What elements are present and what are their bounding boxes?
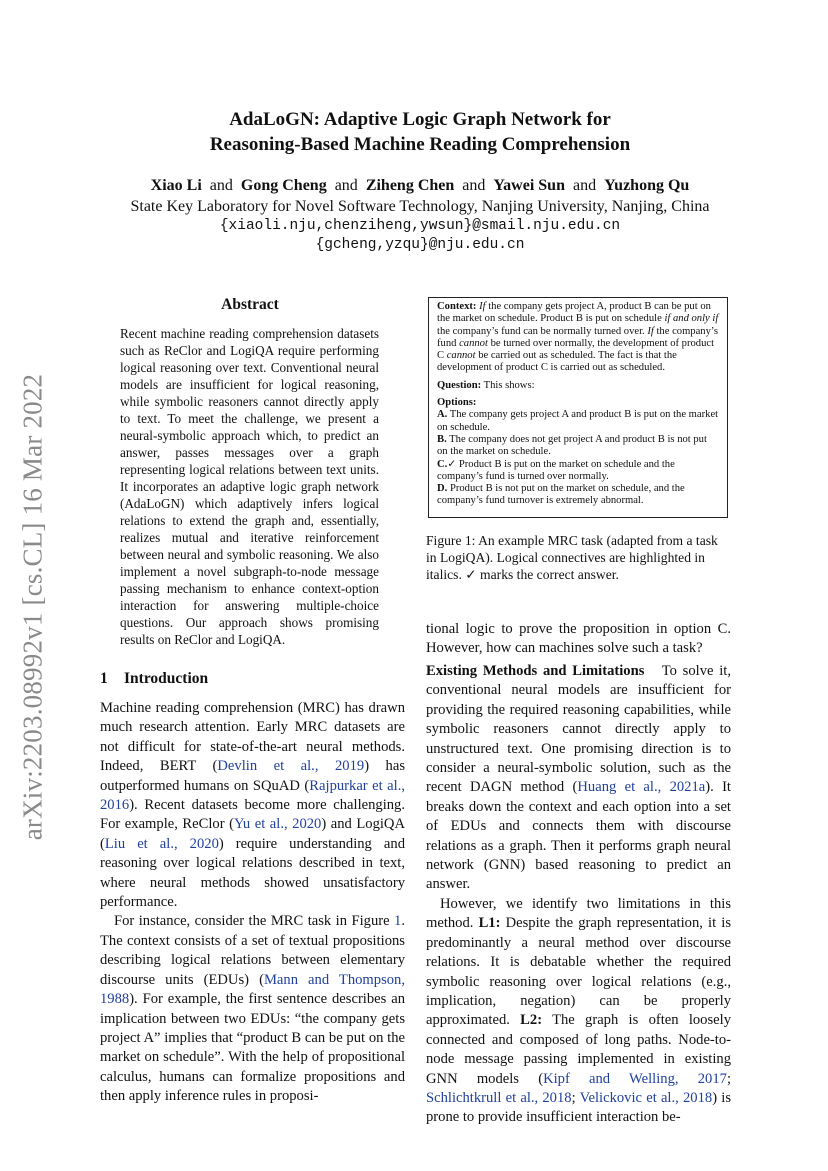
- citation-link[interactable]: Velickovic et al., 2018: [579, 1089, 713, 1106]
- citation-link[interactable]: Devlin et al., 2019: [217, 758, 365, 775]
- option-text: Product B is put on the market on schedule and the company’s fund is turned over normally.: [437, 458, 675, 482]
- logical-connective: cannot: [459, 337, 488, 349]
- affiliation: State Key Laboratory for Novel Software Technology, Nanjing University, Nanjing, China: [130, 198, 710, 215]
- text-run: To solve it, conventional neural models are insufficient for providing the required reasoning capabilities, while symbolic reasoners cannot directly apply to unstructured text. One promising direction is to consider a neural-symbolic solution, such as the recent DAGN method (: [426, 663, 731, 796]
- options-label-text: Options:: [437, 397, 477, 409]
- context-label: Context:: [437, 301, 477, 312]
- author-name: Yawei Sun: [493, 177, 565, 194]
- limitation-label: L2:: [520, 1012, 543, 1029]
- text-run: The graph is often loosely connected and composed of long paths. Node-to-node message passing implemented in existing GNN models (: [426, 1012, 731, 1087]
- arxiv-sidebar-stamp: [8, 352, 58, 862]
- email-line-2: {gcheng,yzqu}@nju.edu.cn: [315, 237, 525, 253]
- option-text: The company does not get project A and product B is not put on the market on schedule.: [437, 433, 707, 458]
- option-b: [437, 434, 719, 459]
- text-run: ). It breaks down the context and each option into a set of EDUs and connects them with discourse relations as a graph. Then it performs graph neural network (GNN) based reasoning to predict an answer.: [426, 779, 731, 893]
- logical-connective: If: [647, 325, 654, 337]
- text-run: ) require understanding and reasoning over logical relations described in text, where neural methods showed unsatisfactory performance.: [100, 835, 405, 911]
- section-number: 1: [100, 670, 108, 687]
- text-run: ) has outperformed humans on SQuAD (: [100, 758, 406, 794]
- text-run: ) and LogiQA (: [100, 816, 405, 852]
- question-label: Question:: [437, 379, 482, 391]
- text-run: the company’s fund: [437, 325, 718, 349]
- text-run: ;: [726, 1070, 731, 1087]
- limitation-label: L1:: [478, 915, 501, 932]
- arxiv-identifier: arXiv:2203.08992v1 [cs.CL] 16 Mar 2022: [17, 373, 48, 841]
- paper-title-line-2: Reasoning-Based Machine Reading Comprehension: [209, 134, 631, 155]
- text-run: For instance, consider the MRC task in Figure: [114, 913, 395, 930]
- author-name: Yuzhong Qu: [604, 177, 690, 194]
- text-run: ). Recent datasets become more challenging. For example, ReClor (: [100, 797, 405, 833]
- paragraph: [426, 662, 731, 895]
- author-name: Ziheng Chen: [365, 177, 455, 194]
- question-text: This shows:: [481, 379, 535, 391]
- citation-link[interactable]: Yu et al., 2020: [233, 816, 322, 833]
- option-letter: D.: [437, 483, 448, 495]
- section-heading-introduction: [100, 670, 208, 688]
- citation-link[interactable]: Rajpurkar et al., 2016: [100, 777, 406, 814]
- left-column-body: [100, 699, 405, 1107]
- paragraph-heading: Existing Methods and Limitations: [426, 663, 645, 679]
- citation-link[interactable]: Kipf and Welling, 2017: [543, 1070, 727, 1087]
- text-run: ). For example, the first sentence describes an implication between two EDUs: “the company gets project A” implies that “product B can be put on the market on schedule”. With the help of propositional calculus, humans can formalize propositions and then apply inference rules in proposi-: [100, 991, 405, 1105]
- citation-link[interactable]: Huang et al., 2021a: [577, 779, 706, 796]
- caption-text: marks the correct answer.: [476, 567, 619, 582]
- paper-title-line-1: AdaLoGN: Adaptive Logic Graph Network for: [229, 109, 611, 130]
- logical-connective: if and only if: [664, 313, 719, 325]
- option-letter: C.: [437, 458, 448, 470]
- option-letter: A.: [437, 409, 448, 421]
- option-a: [437, 409, 719, 434]
- text-run: Despite the graph representation, it is predominantly a neural method over discourse relations. It is debatable whether the required symbolic reasoning over logical relations (e.g., implication, negation) can be properly approximated.: [426, 915, 731, 1029]
- paragraph: [100, 912, 405, 1106]
- paragraph: [100, 699, 405, 912]
- text-run: be carried out as scheduled. The fact is that the development of product C is carried out as scheduled.: [437, 350, 677, 374]
- option-letter: B.: [437, 433, 447, 445]
- check-mark-icon: ✓: [465, 567, 477, 582]
- author-list: [90, 176, 750, 196]
- section-title: Introduction: [124, 670, 209, 687]
- option-text: Product B is not put on the market on schedule, and the company’s fund turnover is extremely abnormal.: [437, 483, 685, 507]
- right-column-body: [426, 662, 731, 1128]
- author-separator: and: [572, 177, 597, 194]
- author-name: Gong Cheng: [240, 177, 327, 194]
- right-column-top-paragraph: [426, 620, 731, 659]
- paragraph: [426, 895, 731, 1128]
- text-run: . The context consists of a set of textual propositions describing logical relations between elementary discourse units (EDUs) (: [100, 913, 405, 988]
- citation-link[interactable]: Mann and Thompson, 1988: [100, 971, 405, 1008]
- paragraph: tional logic to prove the proposition in option C. However, how can machines solve such a task?: [426, 621, 731, 657]
- logical-connective: If: [479, 301, 486, 312]
- option-c: [437, 459, 719, 484]
- text-run: ) is prone to provide insufficient interaction be-: [426, 1089, 731, 1126]
- abstract-heading: Abstract: [221, 296, 279, 313]
- author-separator: and: [462, 177, 486, 194]
- abstract-body: Recent machine reading comprehension datasets such as ReClor and LogiQA require performing logical reasoning over text. Conventional neural models are insufficient for logical reasoning, while symbolic reasoners cannot directly apply to text. To meet the challenge, we present a neural-symbolic approach which, to predict an answer, passes messages over a graph representing logical relations between text units. It incorporates an adaptive logic graph network (AdaLoGN) which adaptively infers logical relations to extend the graph and, essentially, realizes mutual and iterative reinforcement between neural and symbolic reasoning. We also implement a novel subgraph-to-node message passing mechanism to enhance context-option interaction for answering multiple-choice questions. Our approach shows promising results on ReClor and LogiQA.: [120, 326, 379, 647]
- text-run: Machine reading comprehension (MRC) has drawn much research attention. Early MRC datasets are not difficult for state-of-the-art neural methods. Indeed, BERT (: [100, 700, 405, 775]
- citation-link[interactable]: Liu et al., 2020: [104, 835, 219, 852]
- check-mark-icon: ✓: [447, 458, 457, 470]
- text-run: the company’s fund can be normally turned over.: [437, 325, 648, 337]
- text-run: the company gets project A, product B can be put on the market on schedule. Product B is put on schedule: [437, 301, 711, 325]
- text-run: ;: [571, 1089, 580, 1106]
- options-label: [437, 397, 719, 409]
- figure-context: [437, 301, 719, 375]
- figure-1-box: [428, 297, 728, 518]
- option-text: The company gets project A and product B is put on the market on schedule.: [437, 409, 719, 433]
- figure-reference-link[interactable]: 1: [394, 913, 402, 930]
- option-d: [437, 483, 719, 508]
- author-separator: and: [334, 177, 358, 194]
- figure-question: [437, 380, 719, 392]
- caption-text: Figure 1: An example MRC task (adapted from a task in LogiQA). Logical connectives are highlighted in italics.: [426, 533, 718, 582]
- author-name: Xiao Li: [150, 177, 202, 194]
- author-separator: and: [209, 177, 233, 194]
- text-run: be turned over normally, the development of product C: [437, 337, 715, 362]
- logical-connective: cannot: [446, 350, 476, 362]
- citation-link[interactable]: Schlichtkrull et al., 2018: [426, 1089, 572, 1106]
- email-line-1: {xiaoli.nju,chenziheng,ywsun}@smail.nju.edu.cn: [219, 218, 621, 234]
- text-run: However, we identify two limitations in this method.: [426, 895, 731, 932]
- figure-1-caption: [426, 532, 731, 583]
